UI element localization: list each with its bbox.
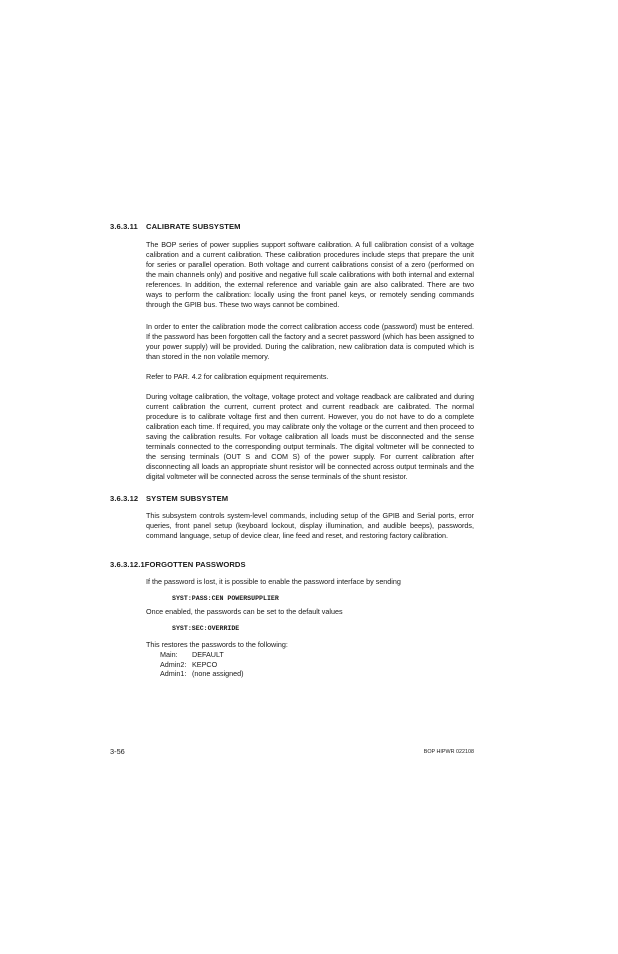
calibrate-paragraph-2: In order to enter the calibration mode the correct calibration access code (password) must be entered. If the password has been forgotten call the factory and a secret password (which has been assigned to your power supply) will be provided. During the calibration, new calibration data is computed which is than stored in the non volatile memory.: [146, 322, 474, 361]
command-security-override: SYST:SEC:OVERRIDE: [172, 625, 240, 632]
section-heading-forgotten-passwords: [110, 560, 246, 569]
document-id: BOP HIPWR 022108: [423, 749, 474, 755]
password-value: DEFAULT: [192, 650, 224, 659]
command-password-enable: SYST:PASS:CEN POWERSUPPLIER: [172, 595, 279, 602]
password-row-admin2: [160, 660, 244, 670]
password-row-main: [160, 650, 244, 660]
password-row-admin1: [160, 669, 244, 679]
calibrate-paragraph-1: The BOP series of power supplies support software calibration. A full calibration consist of a voltage calibration and a current calibration. These calibration procedures include steps that prepare the unit for series or parallel operation. Both voltage and current calibrations consist of a zero (performed on the main channels only) and positive and negative full scale calibrations with both internal and external references. In addition, the external reference and variable gain are also calibrated. There are two ways to perform the calibration: locally using the front panel keys, or remotely sending commands through the GPIB bus. These two ways cannot be combined.: [146, 240, 474, 309]
section-title: SYSTEM SUBSYSTEM: [146, 494, 229, 503]
password-value: (none assigned): [192, 669, 244, 679]
forgotten-restores: This restores the passwords to the following:: [146, 640, 288, 649]
section-number: 3.6.3.12.1: [110, 560, 145, 569]
page-number: 3-56: [110, 747, 125, 756]
section-number: 3.6.3.11: [110, 222, 138, 231]
section-heading-system: [110, 494, 228, 503]
password-key: Admin2:: [160, 659, 187, 669]
calibrate-paragraph-4: During voltage calibration, the voltage, voltage protect and voltage readback are calibrated and during current calibration the current, current protect and current readback are calibrated. The normal procedure is to calibrate voltage first and then current. However, you do not have to do a complete calibration each time. If required, you may calibrate only the voltage or the current and then proceed to saving the calibration results. For voltage calibration all loads must be disconnected and the sense terminals connected to the corresponding output terminals. The digital voltmeter will be connected to the sensing terminals (OUT S and COM S) of the power supply. For current calibration after disconnecting all loads an appropriate shunt resistor will be connected across output terminals and the digital voltmeter will be connected across the sense terminals of the shunt resistor.: [146, 392, 474, 481]
password-key: Main:: [160, 650, 178, 659]
password-list: [160, 650, 244, 679]
password-value: KEPCO: [192, 659, 218, 669]
section-title: CALIBRATE SUBSYSTEM: [146, 222, 241, 231]
password-key: Admin1:: [160, 669, 187, 679]
system-paragraph: This subsystem controls system-level commands, including setup of the GPIB and Serial ports, error queries, front panel setup (keyboard lockout, display illumination, and audible beeps), passwords, command language, setup of device clear, line feed and reset, and restoring factory calibration.: [146, 511, 474, 540]
forgotten-once-enabled: Once enabled, the passwords can be set to the default values: [146, 607, 343, 616]
section-number: 3.6.3.12: [110, 494, 139, 503]
calibrate-paragraph-3: Refer to PAR. 4.2 for calibration equipment requirements.: [146, 372, 329, 381]
section-title: FORGOTTEN PASSWORDS: [144, 560, 246, 569]
section-heading-calibrate: [110, 222, 241, 231]
forgotten-intro: If the password is lost, it is possible to enable the password interface by sending: [146, 577, 401, 586]
